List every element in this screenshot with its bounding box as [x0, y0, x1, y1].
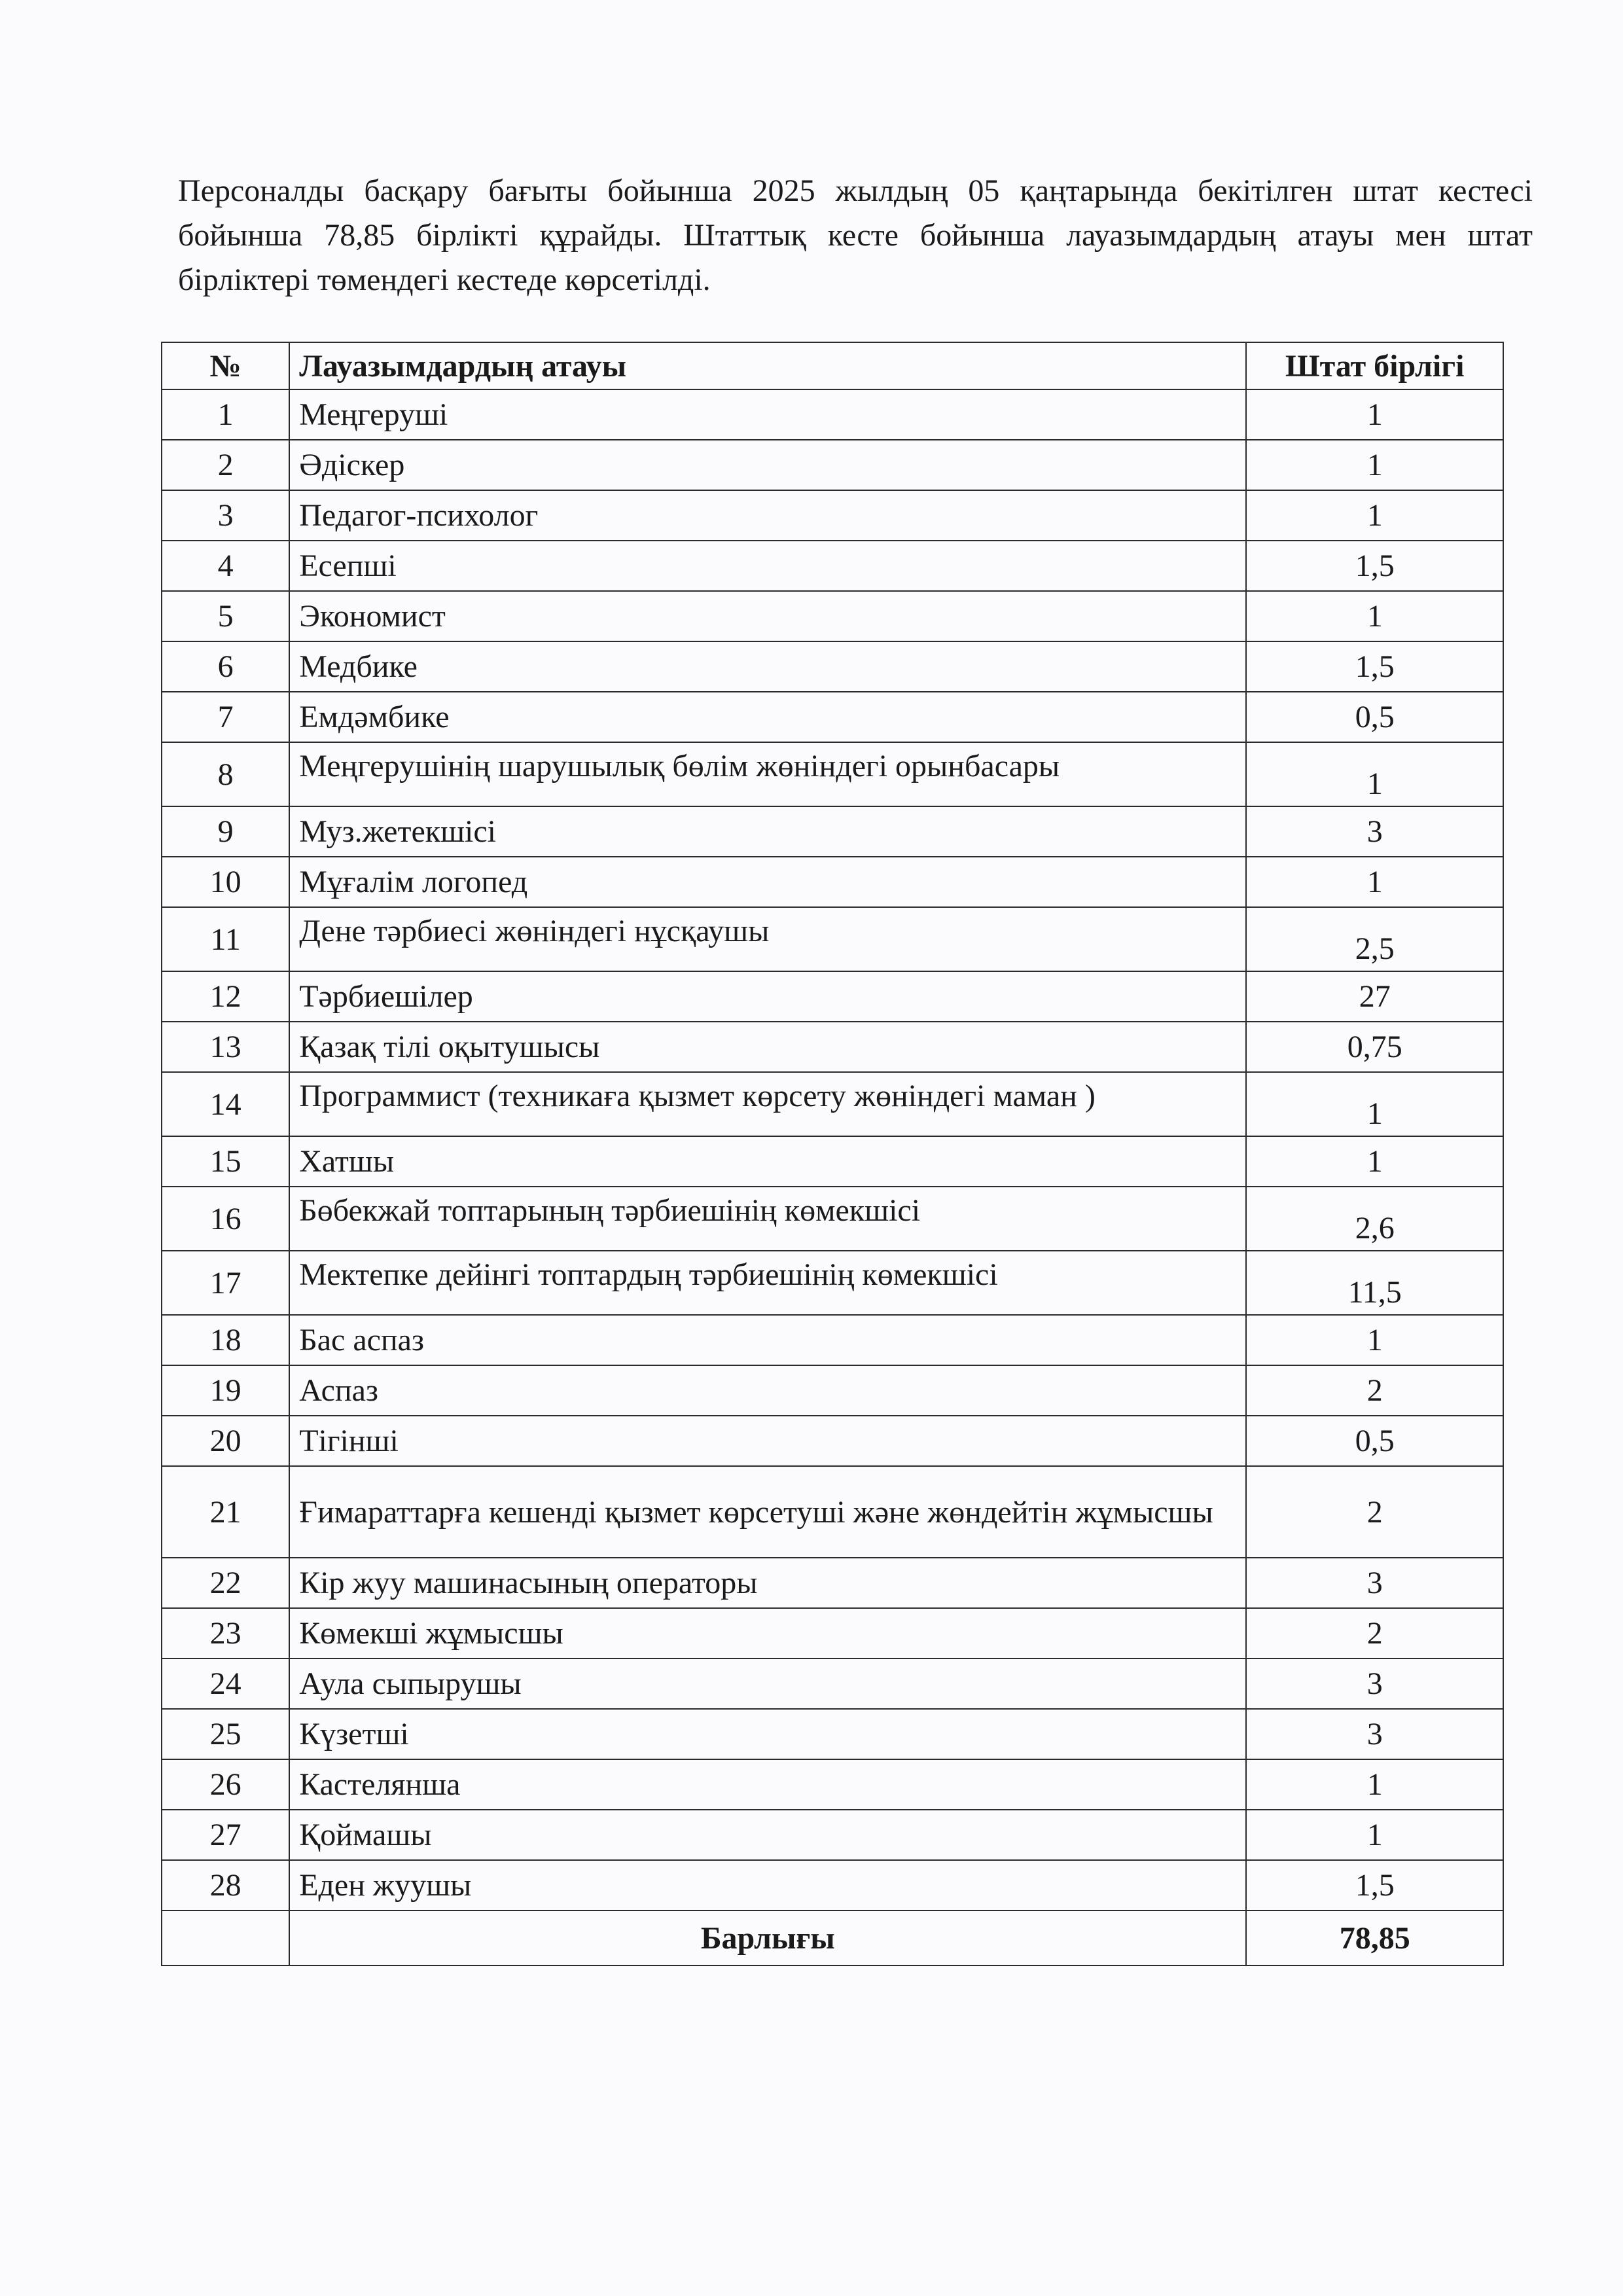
- row-position-name: Кір жуу машинасының операторы: [289, 1558, 1246, 1608]
- table-row: [162, 1659, 1503, 1709]
- row-staff-units: 11,5: [1246, 1251, 1503, 1315]
- row-number: 2: [162, 440, 289, 490]
- table-row: [162, 389, 1503, 440]
- row-position-name: Еден жуушы: [289, 1860, 1246, 1910]
- row-position-name: Экономист: [289, 591, 1246, 641]
- row-number: 23: [162, 1608, 289, 1659]
- table-row: [162, 1187, 1503, 1251]
- row-staff-units: 3: [1246, 1558, 1503, 1608]
- table-row: [162, 1136, 1503, 1187]
- table-row: [162, 806, 1503, 857]
- table-row: [162, 490, 1503, 541]
- row-number: 20: [162, 1416, 289, 1466]
- table-row: [162, 692, 1503, 742]
- row-staff-units: 1: [1246, 1315, 1503, 1365]
- row-number: 21: [162, 1466, 289, 1558]
- row-number: 15: [162, 1136, 289, 1187]
- row-number: 14: [162, 1072, 289, 1136]
- row-staff-units: 1,5: [1246, 1860, 1503, 1910]
- table-row: [162, 1558, 1503, 1608]
- row-staff-units: 1: [1246, 440, 1503, 490]
- table-row: [162, 641, 1503, 692]
- row-staff-units: 1,5: [1246, 541, 1503, 591]
- row-staff-units: 27: [1246, 971, 1503, 1022]
- table-row: [162, 440, 1503, 490]
- row-number: 5: [162, 591, 289, 641]
- table-row: [162, 1810, 1503, 1860]
- row-staff-units: 1: [1246, 1072, 1503, 1136]
- table-row: [162, 1315, 1503, 1365]
- row-position-name: Емдәмбике: [289, 692, 1246, 742]
- table-row: [162, 1416, 1503, 1466]
- row-number: 10: [162, 857, 289, 907]
- row-number: 3: [162, 490, 289, 541]
- header-position-name: Лауазымдардың атауы: [289, 342, 1246, 389]
- row-position-name: Мұғалім логопед: [289, 857, 1246, 907]
- row-staff-units: 2: [1246, 1365, 1503, 1416]
- row-position-name: Әдіскер: [289, 440, 1246, 490]
- row-position-name: Бөбекжай топтарының тәрбиешінің көмекшісі: [289, 1187, 1246, 1251]
- row-staff-units: 3: [1246, 1709, 1503, 1759]
- table-row: [162, 1251, 1503, 1315]
- header-number: №: [162, 342, 289, 389]
- row-position-name: Ғимараттарға кешенді қызмет көрсетуші және жөндейтін жұмысшы: [289, 1466, 1246, 1558]
- row-position-name: Хатшы: [289, 1136, 1246, 1187]
- row-number: 12: [162, 971, 289, 1022]
- row-position-name: Кастелянша: [289, 1759, 1246, 1810]
- table-row: [162, 907, 1503, 971]
- row-number: 27: [162, 1810, 289, 1860]
- table-row: [162, 742, 1503, 806]
- row-staff-units: 1: [1246, 742, 1503, 806]
- total-staff-units: 78,85: [1246, 1910, 1503, 1965]
- row-staff-units: 0,75: [1246, 1022, 1503, 1072]
- row-staff-units: 2: [1246, 1466, 1503, 1558]
- table-row: [162, 1022, 1503, 1072]
- total-number-cell: [162, 1910, 289, 1965]
- row-position-name: Муз.жетекшісі: [289, 806, 1246, 857]
- row-staff-units: 1,5: [1246, 641, 1503, 692]
- row-staff-units: 0,5: [1246, 692, 1503, 742]
- table-row: [162, 591, 1503, 641]
- row-position-name: Меңгеруші: [289, 389, 1246, 440]
- row-staff-units: 1: [1246, 591, 1503, 641]
- row-number: 22: [162, 1558, 289, 1608]
- row-number: 1: [162, 389, 289, 440]
- row-number: 16: [162, 1187, 289, 1251]
- row-position-name: Мектепке дейінгі топтардың тәрбиешінің көмекшісі: [289, 1251, 1246, 1315]
- row-number: 6: [162, 641, 289, 692]
- row-position-name: Тәрбиешілер: [289, 971, 1246, 1022]
- row-position-name: Педагог-психолог: [289, 490, 1246, 541]
- row-staff-units: 1: [1246, 389, 1503, 440]
- row-number: 7: [162, 692, 289, 742]
- row-staff-units: 1: [1246, 1759, 1503, 1810]
- row-position-name: Бас аспаз: [289, 1315, 1246, 1365]
- table-header-row: [162, 342, 1503, 389]
- row-number: 26: [162, 1759, 289, 1810]
- row-number: 8: [162, 742, 289, 806]
- row-position-name: Көмекші жұмысшы: [289, 1608, 1246, 1659]
- row-position-name: Медбике: [289, 641, 1246, 692]
- row-number: 25: [162, 1709, 289, 1759]
- row-position-name: Тігінші: [289, 1416, 1246, 1466]
- row-number: 13: [162, 1022, 289, 1072]
- row-staff-units: 3: [1246, 1659, 1503, 1709]
- row-position-name: Қоймашы: [289, 1810, 1246, 1860]
- table-row: [162, 1365, 1503, 1416]
- row-position-name: Аула сыпырушы: [289, 1659, 1246, 1709]
- row-number: 4: [162, 541, 289, 591]
- row-staff-units: 2,6: [1246, 1187, 1503, 1251]
- row-position-name: Меңгерушінің шарушылық бөлім жөніндегі орынбасары: [289, 742, 1246, 806]
- table-body: [162, 389, 1503, 1965]
- row-number: 11: [162, 907, 289, 971]
- row-number: 9: [162, 806, 289, 857]
- row-position-name: Дене тәрбиесі жөніндегі нұсқаушы: [289, 907, 1246, 971]
- row-position-name: Программист (техникаға қызмет көрсету жөніндегі маман ): [289, 1072, 1246, 1136]
- staff-table: [161, 342, 1504, 1966]
- row-position-name: Қазақ тілі оқытушысы: [289, 1022, 1246, 1072]
- row-staff-units: 1: [1246, 490, 1503, 541]
- table-row: [162, 1608, 1503, 1659]
- row-staff-units: 3: [1246, 806, 1503, 857]
- row-staff-units: 1: [1246, 857, 1503, 907]
- table-row: [162, 1759, 1503, 1810]
- row-number: 19: [162, 1365, 289, 1416]
- row-staff-units: 2,5: [1246, 907, 1503, 971]
- row-number: 18: [162, 1315, 289, 1365]
- table-total-row: [162, 1910, 1503, 1965]
- table-row: [162, 857, 1503, 907]
- table-row: [162, 971, 1503, 1022]
- header-staff-units: Штат бірлігі: [1246, 342, 1503, 389]
- row-staff-units: 0,5: [1246, 1416, 1503, 1466]
- table-row: [162, 1860, 1503, 1910]
- table-row: [162, 541, 1503, 591]
- row-number: 17: [162, 1251, 289, 1315]
- table-row: [162, 1466, 1503, 1558]
- table-row: [162, 1709, 1503, 1759]
- row-staff-units: 1: [1246, 1136, 1503, 1187]
- row-position-name: Аспаз: [289, 1365, 1246, 1416]
- total-label: Барлығы: [289, 1910, 1246, 1965]
- table-row: [162, 1072, 1503, 1136]
- intro-paragraph: Персоналды басқару бағыты бойынша 2025 жылдың 05 қаңтарында бекітілген штат кестесі бойынша 78,85 бірлікті құрайды. Штаттық кесте бойынша лауазымдардың атауы мен штат бірліктері төмендегі кестеде көрсетілді.: [178, 173, 1533, 297]
- row-number: 28: [162, 1860, 289, 1910]
- row-position-name: Күзетші: [289, 1709, 1246, 1759]
- row-number: 24: [162, 1659, 289, 1709]
- row-staff-units: 1: [1246, 1810, 1503, 1860]
- row-staff-units: 2: [1246, 1608, 1503, 1659]
- row-position-name: Есепші: [289, 541, 1246, 591]
